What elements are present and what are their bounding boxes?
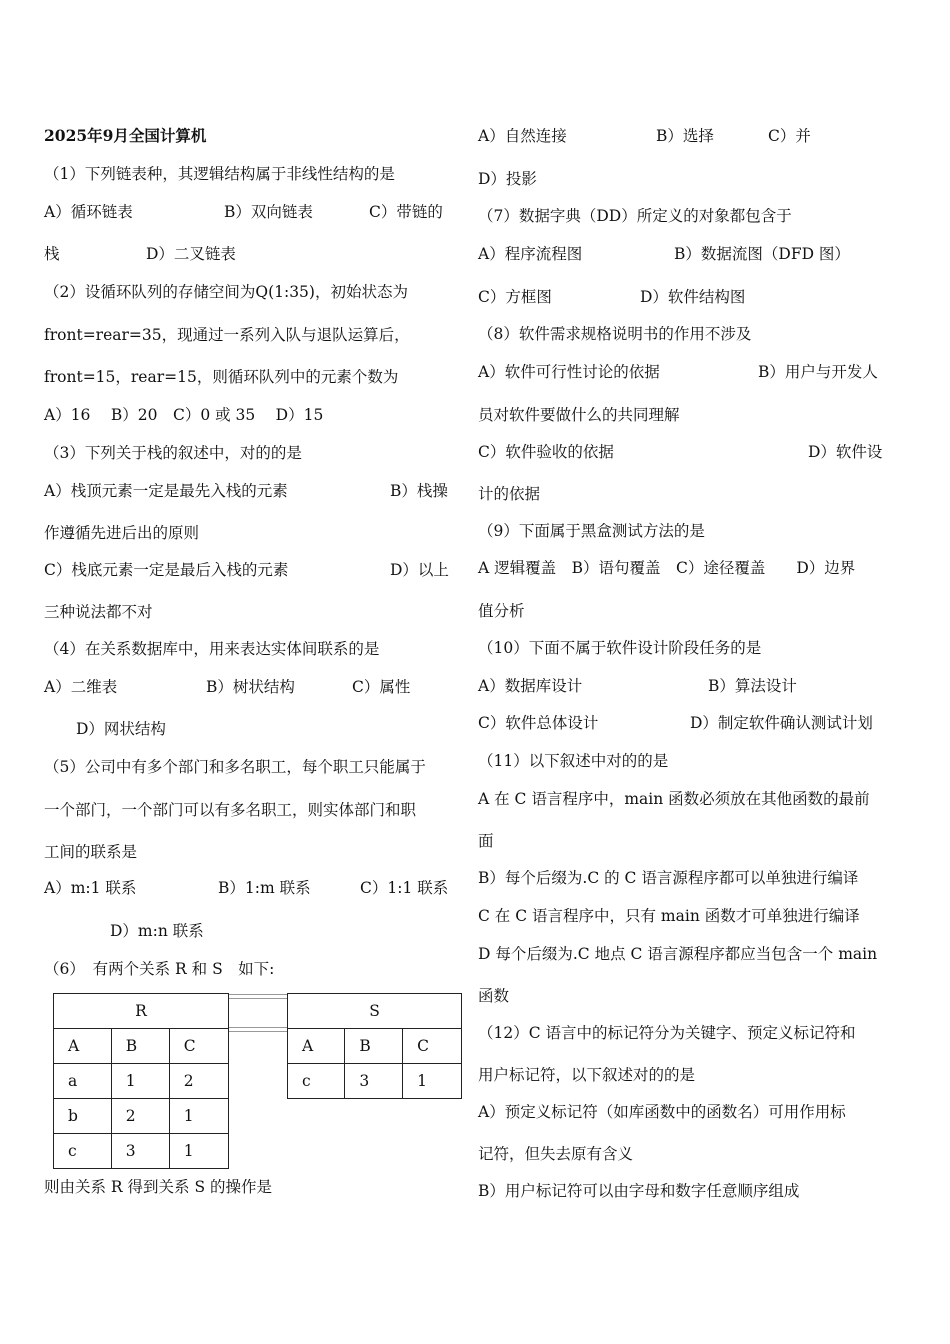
q7-option-c: C）方框图 — [478, 288, 552, 306]
question-7: （7）数据字典（DD）所定义的对象都包含于 — [478, 207, 792, 225]
question-10: （10）下面不属于软件设计阶段任务的是 — [478, 639, 762, 657]
relation-r-table — [53, 993, 229, 1169]
question-3: （3）下列关于栈的叙述中，对的的是 — [44, 444, 302, 462]
q8-option-a: A）软件可行性讨论的依据 — [478, 363, 660, 381]
q1-option-a: A）循环链表 — [44, 203, 133, 221]
question-2-line1: （2）设循环队列的存储空间为Q(1:35)，初始状态为 — [44, 283, 408, 301]
question-6: （6） 有两个关系 R 和 S 如下: — [44, 960, 275, 978]
q7-option-b: B）数据流图（DFD 图） — [674, 245, 850, 263]
q7-option-d: D）软件结构图 — [640, 288, 746, 306]
q11-option-c: C 在 C 语言程序中，只有 main 函数才可单独进行编译 — [478, 907, 860, 925]
question-9: （9）下面属于黑盒测试方法的是 — [478, 522, 705, 540]
question-2-line2: front=rear=35，现通过一系列入队与退队运算后， — [44, 326, 410, 344]
q9-options-cont: 值分析 — [478, 602, 525, 620]
q4-option-a: A）二维表 — [44, 678, 118, 696]
q12-option-a: A）预定义标记符（如库函数中的函数名）可用作用标 — [478, 1103, 846, 1121]
table-cell: 3 — [345, 1064, 403, 1099]
table-cell: a — [54, 1064, 112, 1099]
question-12-line2: 用户标记符，以下叙述对的的是 — [478, 1066, 696, 1084]
table-cell: 1 — [111, 1064, 169, 1099]
q4-option-d: D）网状结构 — [76, 720, 166, 738]
q6-option-d: D）投影 — [478, 170, 537, 188]
question-8: （8）软件需求规格说明书的作用不涉及 — [478, 325, 752, 343]
table-cell: 1 — [403, 1064, 462, 1099]
q3-option-d: D）以上 — [390, 561, 449, 579]
table-cell: 1 — [169, 1099, 228, 1134]
q10-option-d: D）制定软件确认测试计划 — [690, 714, 873, 732]
table-cell: 2 — [111, 1099, 169, 1134]
q8-option-d-cont: 计的依据 — [478, 485, 541, 503]
table-row — [54, 1134, 229, 1169]
q3-option-a: A）栈顶元素一定是最先入栈的元素 — [44, 482, 288, 500]
q10-option-a: A）数据库设计 — [478, 677, 583, 695]
q6-option-b: B）选择 — [656, 127, 714, 145]
q1-option-c: C）带链的 — [369, 203, 443, 221]
q1-option-b: B）双向链表 — [224, 203, 313, 221]
q11-option-a: A 在 C 语言程序中，main 函数必须放在其他函数的最前 — [478, 790, 870, 808]
question-1: （1）下列链表种，其逻辑结构属于非线性结构的是 — [44, 165, 395, 183]
q5-option-c: C）1:1 联系 — [360, 879, 449, 897]
question-5-line1: （5）公司中有多个部门和多名职工，每个职工只能属于 — [44, 758, 426, 776]
table-header-cell: B — [111, 1029, 169, 1064]
table-cell: c — [54, 1134, 112, 1169]
q8-option-b-cont: 员对软件要做什么的共同理解 — [478, 406, 680, 424]
q3-option-b: B）栈操 — [390, 482, 448, 500]
q11-option-a-cont: 面 — [478, 832, 494, 850]
table-row — [288, 1064, 462, 1099]
question-11: （11）以下叙述中对的的是 — [478, 752, 669, 770]
question-6-prompt: 则由关系 R 得到关系 S 的操作是 — [44, 1178, 272, 1196]
table-divider-line — [229, 1027, 287, 1032]
table-row — [54, 1064, 229, 1099]
table-header-cell: C — [403, 1029, 462, 1064]
table-cell: 1 — [169, 1134, 228, 1169]
q5-option-d: D）m:n 联系 — [110, 922, 204, 940]
q6-option-a: A）自然连接 — [478, 127, 567, 145]
q11-option-b: B）每个后缀为.C 的 C 语言源程序都可以单独进行编译 — [478, 869, 859, 887]
question-5-line2: 一个部门，一个部门可以有多名职工，则实体部门和职 — [44, 801, 417, 819]
q9-options: A 逻辑覆盖 B）语句覆盖 C）途径覆盖 D）边界 — [478, 559, 856, 577]
q1-option-d: D）二叉链表 — [146, 245, 236, 263]
q11-option-d-cont: 函数 — [478, 987, 510, 1005]
q10-option-c: C）软件总体设计 — [478, 714, 599, 732]
q11-option-d: D 每个后缀为.C 地点 C 语言源程序都应当包含一个 main — [478, 945, 878, 963]
table-header-cell: B — [345, 1029, 403, 1064]
q5-option-b: B）1:m 联系 — [218, 879, 311, 897]
document-title: 2025年9月全国计算机 — [44, 126, 207, 145]
relation-s-table — [287, 993, 462, 1099]
table-divider-line — [229, 994, 287, 999]
table-header-cell: A — [288, 1029, 345, 1064]
q8-option-c: C）软件验收的依据 — [478, 443, 614, 461]
question-4: （4）在关系数据库中，用来表达实体间联系的是 — [44, 640, 380, 658]
question-2-line3: front=15，rear=15，则循环队列中的元素个数为 — [44, 368, 399, 386]
q8-option-d: D）软件设 — [808, 443, 883, 461]
table-cell: c — [288, 1064, 345, 1099]
q3-option-c: C）栈底元素一定是最后入栈的元素 — [44, 561, 289, 579]
q12-option-a-cont: 记符，但失去原有含义 — [478, 1145, 634, 1163]
question-5-line3: 工间的联系是 — [44, 843, 138, 861]
q3-option-b-cont: 作遵循先进后出的原则 — [44, 524, 200, 542]
q4-option-b: B）树状结构 — [206, 678, 295, 696]
q2-options: A）16 B）20 C）0 或 35 D）15 — [44, 406, 324, 424]
relation-r-name: R — [54, 994, 229, 1029]
q3-option-d-cont: 三种说法都不对 — [44, 603, 153, 621]
q4-option-c: C）属性 — [352, 678, 411, 696]
q5-option-a: A）m:1 联系 — [44, 879, 137, 897]
q12-option-b: B）用户标记符可以由字母和数字任意顺序组成 — [478, 1182, 800, 1200]
relation-s-name: S — [288, 994, 462, 1029]
q6-option-c: C）并 — [768, 127, 811, 145]
q8-option-b: B）用户与开发人 — [758, 363, 878, 381]
table-row — [54, 1099, 229, 1134]
q7-option-a: A）程序流程图 — [478, 245, 583, 263]
table-cell: b — [54, 1099, 112, 1134]
table-header-cell: A — [54, 1029, 112, 1064]
q10-option-b: B）算法设计 — [708, 677, 797, 695]
table-cell: 3 — [111, 1134, 169, 1169]
q1-option-c-cont: 栈 — [44, 245, 60, 263]
table-cell: 2 — [169, 1064, 228, 1099]
question-12-line1: （12）C 语言中的标记符分为关键字、预定义标记符和 — [478, 1024, 856, 1042]
table-header-cell: C — [169, 1029, 228, 1064]
